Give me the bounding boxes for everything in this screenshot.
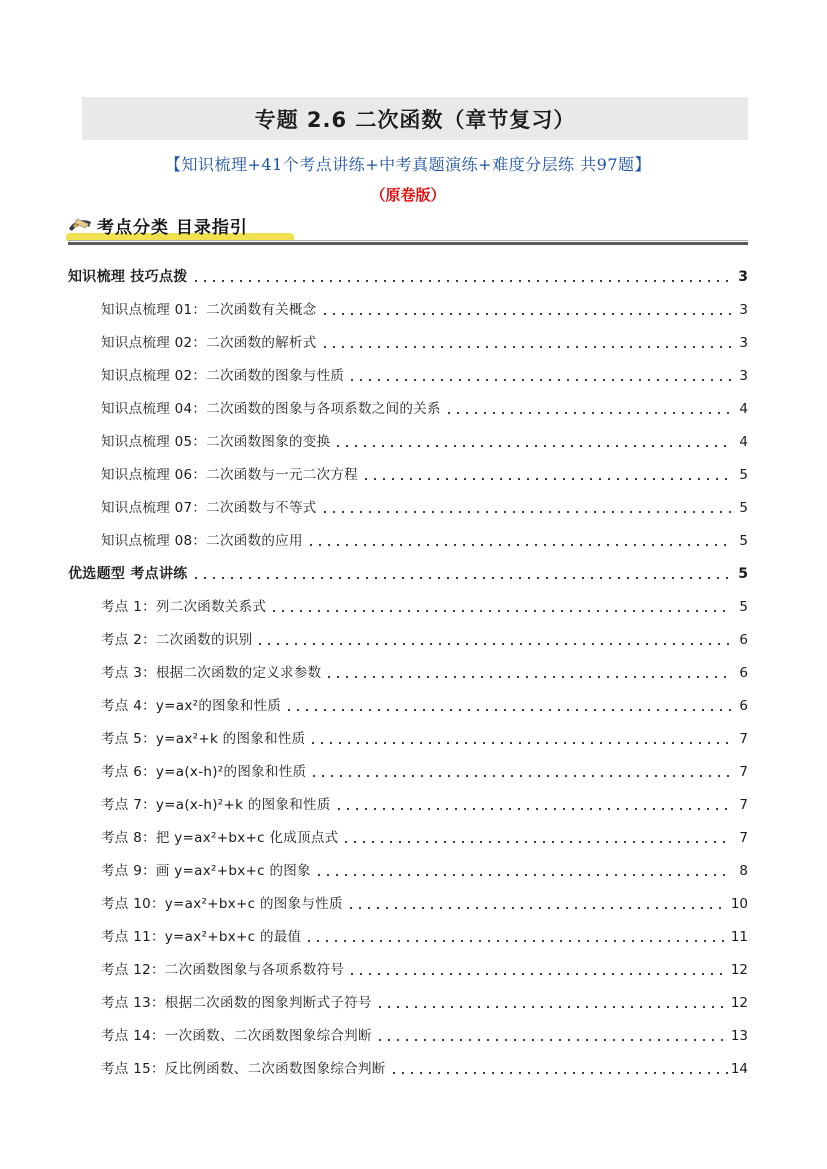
toc-entry-label: 知识梳理 技巧点拨 bbox=[68, 269, 188, 285]
toc-dot-leader bbox=[351, 379, 731, 381]
toc-dot-leader bbox=[337, 445, 731, 447]
toc-dot-leader bbox=[338, 808, 731, 810]
toc-entry-page: 4 bbox=[739, 401, 748, 417]
toc-entry-page: 5 bbox=[739, 533, 748, 549]
toc-dot-leader bbox=[351, 973, 728, 975]
toc-entry bbox=[68, 555, 748, 588]
document-title: 专题 2.6 二次函数（章节复习） bbox=[254, 107, 576, 132]
toc-entry-label: 考点 5：y=ax²+k 的图象和性质 bbox=[101, 731, 306, 747]
toc-entry bbox=[68, 588, 748, 621]
pencil-icon bbox=[68, 216, 92, 236]
toc-entry-label: 知识点梳理 01：二次函数有关概念 bbox=[101, 302, 317, 318]
toc-entry-page: 12 bbox=[730, 995, 748, 1011]
toc-entry-page: 7 bbox=[739, 764, 748, 780]
toc-entry bbox=[68, 852, 748, 885]
toc-entry-label: 考点 9：画 y=ax²+bx+c 的图象 bbox=[101, 863, 311, 879]
toc-entry bbox=[68, 951, 748, 984]
toc-dot-leader bbox=[324, 346, 731, 348]
toc-dot-leader bbox=[310, 544, 731, 546]
section-header-label: 考点分类 目录指引 bbox=[97, 218, 248, 238]
toc-entry-label: 考点 15：反比例函数、二次函数图象综合判断 bbox=[101, 1061, 386, 1077]
toc-dot-leader bbox=[448, 412, 731, 414]
toc-entry bbox=[68, 753, 748, 786]
toc-entry-label: 考点 10：y=ax²+bx+c 的图象与性质 bbox=[101, 896, 343, 912]
toc-entry-page: 5 bbox=[739, 500, 748, 516]
toc-entry bbox=[68, 885, 748, 918]
toc-entry-page: 7 bbox=[739, 830, 748, 846]
toc-entry-label: 知识点梳理 04：二次函数的图象与各项系数之间的关系 bbox=[101, 401, 441, 417]
toc-entry bbox=[68, 489, 748, 522]
toc-entry bbox=[68, 819, 748, 852]
toc-entry-page: 11 bbox=[730, 929, 748, 945]
toc-entry-label: 考点 3：根据二次函数的定义求参数 bbox=[101, 665, 322, 681]
toc-entry bbox=[68, 258, 748, 291]
toc-entry bbox=[68, 786, 748, 819]
toc-entry bbox=[68, 621, 748, 654]
toc-entry-page: 7 bbox=[739, 797, 748, 813]
toc-entry-label: 知识点梳理 07：二次函数与不等式 bbox=[101, 500, 317, 516]
toc-entry-label: 考点 13：根据二次函数的图象判断式子符号 bbox=[101, 995, 372, 1011]
toc-entry-page: 5 bbox=[739, 467, 748, 483]
toc-dot-leader bbox=[273, 610, 731, 612]
toc-entry bbox=[68, 984, 748, 1017]
document-subtitle: 【知识梳理+41个考点讲练+中考真题演练+难度分层练 共97题】 bbox=[164, 155, 652, 174]
toc-entry bbox=[68, 918, 748, 951]
toc-entry bbox=[68, 456, 748, 489]
toc-entry-label: 考点 12：二次函数图象与各项系数符号 bbox=[101, 962, 345, 978]
toc-dot-leader bbox=[365, 478, 731, 480]
toc-entry-label: 考点 7：y=a(x-h)²+k 的图象和性质 bbox=[101, 797, 331, 813]
toc-entry-page: 3 bbox=[739, 368, 748, 384]
toc-entry-page: 7 bbox=[739, 731, 748, 747]
toc-entry-page: 3 bbox=[739, 335, 748, 351]
toc-entry bbox=[68, 687, 748, 720]
toc-entry-label: 考点 2：二次函数的识别 bbox=[101, 632, 253, 648]
toc-dot-leader bbox=[328, 676, 731, 678]
toc-entry-label: 知识点梳理 05：二次函数图象的变换 bbox=[101, 434, 331, 450]
document-title-bar bbox=[82, 97, 748, 140]
toc-entry-page: 3 bbox=[739, 302, 748, 318]
toc-entry-page: 4 bbox=[739, 434, 748, 450]
toc bbox=[68, 258, 748, 1083]
toc-entry-page: 5 bbox=[739, 599, 748, 615]
toc-dot-leader bbox=[313, 775, 731, 777]
toc-entry-label: 考点 1：列二次函数关系式 bbox=[101, 599, 267, 615]
toc-entry-label: 知识点梳理 02：二次函数的图象与性质 bbox=[101, 368, 345, 384]
toc-dot-leader bbox=[195, 577, 731, 579]
toc-entry bbox=[68, 324, 748, 357]
toc-entry-page: 10 bbox=[730, 896, 748, 912]
toc-entry bbox=[68, 423, 748, 456]
toc-dot-leader bbox=[379, 1039, 728, 1041]
toc-entry-page: 6 bbox=[739, 698, 748, 714]
toc-dot-leader bbox=[195, 280, 731, 282]
toc-dot-leader bbox=[318, 874, 731, 876]
toc-entry-page: 6 bbox=[739, 632, 748, 648]
toc-dot-leader bbox=[324, 313, 731, 315]
toc-entry-label: 考点 11：y=ax²+bx+c 的最值 bbox=[101, 929, 302, 945]
section-header bbox=[68, 212, 748, 239]
toc-entry bbox=[68, 1017, 748, 1050]
toc-dot-leader bbox=[324, 511, 731, 513]
toc-entry bbox=[68, 522, 748, 555]
toc-entry bbox=[68, 654, 748, 687]
toc-dot-leader bbox=[288, 709, 731, 711]
toc-entry-label: 考点 6：y=a(x-h)²的图象和性质 bbox=[101, 764, 307, 780]
toc-entry-label: 知识点梳理 06：二次函数与一元二次方程 bbox=[101, 467, 358, 483]
toc-entry-label: 知识点梳理 02：二次函数的解析式 bbox=[101, 335, 317, 351]
toc-entry-page: 12 bbox=[730, 962, 748, 978]
toc-entry-label: 考点 4：y=ax²的图象和性质 bbox=[101, 698, 282, 714]
toc-dot-leader bbox=[312, 742, 731, 744]
toc-entry-page: 6 bbox=[739, 665, 748, 681]
toc-dot-leader bbox=[308, 940, 727, 942]
toc-dot-leader bbox=[259, 643, 731, 645]
toc-entry bbox=[68, 357, 748, 390]
toc-entry-label: 优选题型 考点讲练 bbox=[68, 566, 188, 582]
toc-entry bbox=[68, 291, 748, 324]
toc-entry-page: 13 bbox=[730, 1028, 748, 1044]
toc-entry-label: 考点 8：把 y=ax²+bx+c 化成顶点式 bbox=[101, 830, 339, 846]
toc-dot-leader bbox=[350, 907, 728, 909]
toc-entry bbox=[68, 1050, 748, 1083]
header-divider bbox=[68, 240, 748, 245]
toc-entry bbox=[68, 390, 748, 423]
toc-entry bbox=[68, 720, 748, 753]
toc-entry-page: 8 bbox=[739, 863, 748, 879]
toc-entry-label: 考点 14：一次函数、二次函数图象综合判断 bbox=[101, 1028, 372, 1044]
toc-entry-page: 5 bbox=[738, 566, 748, 582]
toc-entry-page: 14 bbox=[730, 1061, 748, 1077]
toc-entry-page: 3 bbox=[738, 269, 748, 285]
edition-label: （原卷版） bbox=[370, 186, 446, 204]
toc-entry-label: 知识点梳理 08：二次函数的应用 bbox=[101, 533, 303, 549]
toc-dot-leader bbox=[379, 1006, 728, 1008]
toc-dot-leader bbox=[345, 841, 731, 843]
toc-dot-leader bbox=[393, 1072, 728, 1074]
